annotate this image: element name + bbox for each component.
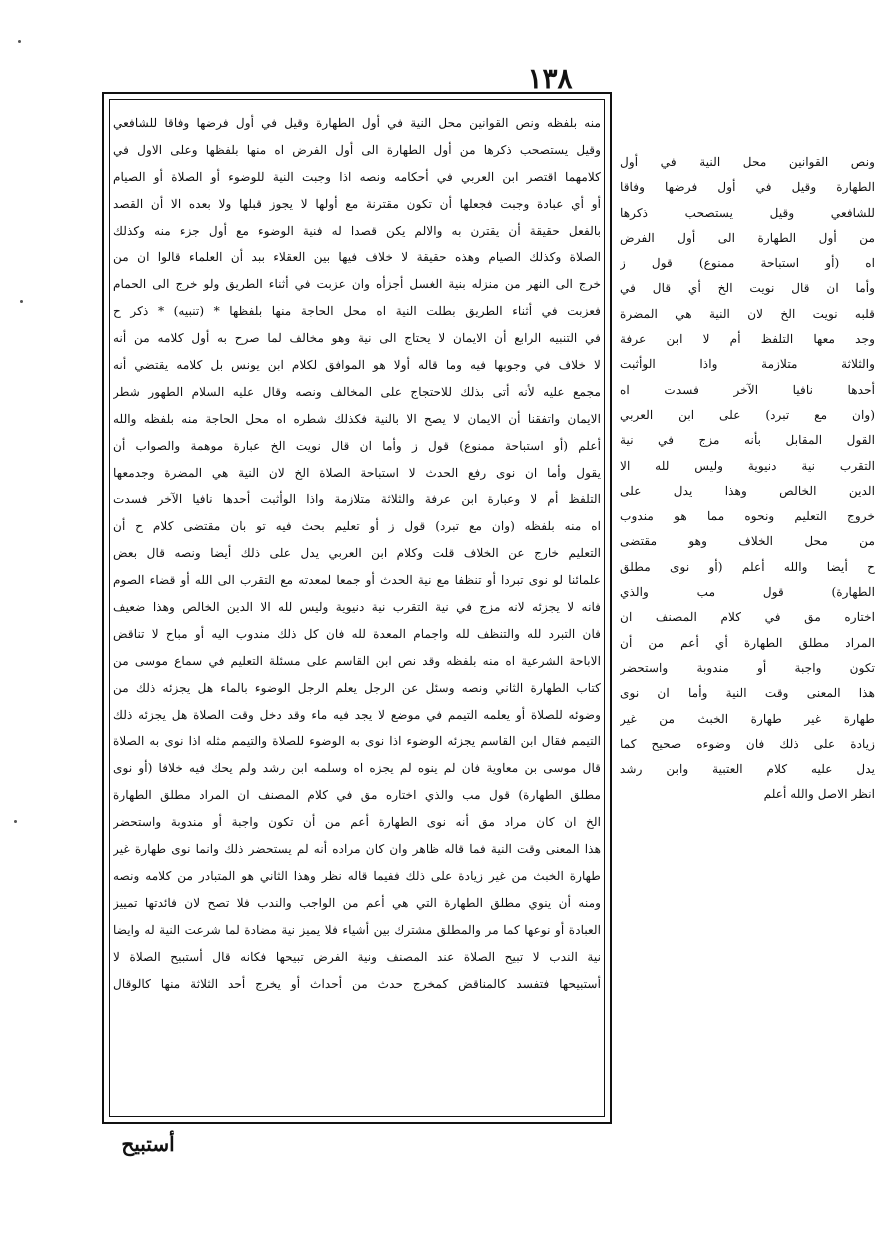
main-text-line: فعزبت في أثناء الطريق بطلت النية اه محل الحاجة منها بلفظها * (تنبيه) * ذكر ح bbox=[113, 304, 601, 319]
margin-gloss-line: اه (أو استباحة ممنوع) قول ز bbox=[620, 256, 875, 271]
margin-gloss-line: الدين الخالص وهذا يدل على bbox=[620, 483, 875, 498]
main-text-line: منه بلفظه ونص القوانين محل النية في أول الطهارة وقيل في أول فرضها وفاقا للشافعي bbox=[113, 116, 601, 130]
main-text-line: التعليم خارج عن الخلاف قلت وكلام ابن العربي يدل على ذلك أيضا ونصه قال بعض bbox=[113, 546, 601, 561]
main-text-line: العبادة أو نوعها كما مر والمطلق مشترك بين أشياء فلا يميز نية مضادة لما شرعت النية له وايضا bbox=[113, 922, 601, 937]
margin-gloss-line: خروج التعليم ونحوه مما هو مندوب bbox=[620, 509, 875, 524]
margin-gloss-line: للشافعي وقيل يستصحب ذكرها bbox=[620, 205, 875, 220]
main-text-line: أعلم (أو استباحة ممنوع) قول ز وأما ان قال نويت الخ عبارة موهمة والصواب أن bbox=[113, 438, 601, 453]
main-text-line: في التنبيه الرابع أن الايمان لا يحتاج الى نية وهو مخالف لما صرح به أول كلامه من أنه bbox=[113, 331, 601, 346]
margin-gloss-line: المراد مطلق الطهارة أي أعم من أن bbox=[620, 635, 875, 650]
margin-gloss-line: انظر الاصل والله أعلم bbox=[763, 787, 875, 802]
main-text-line: وقيل يستصحب ذكرها من أول الطهارة الى أول الفرض اه منها بلفظها وعلى الاول في bbox=[113, 142, 601, 157]
margin-gloss-line: تكون واجبة أو مندوبة واستحضر bbox=[620, 660, 875, 675]
main-text-line: فان التبرد لله والتنظف لله واجمام المعدة لله فان كل ذلك مندوب اليه أو مباح لا تناقض bbox=[113, 626, 601, 641]
margin-gloss-line: وجد معها التلفظ أم لا ابن عرفة bbox=[620, 332, 875, 347]
scan-speck bbox=[14, 820, 17, 823]
scan-speck bbox=[20, 300, 23, 303]
main-text-line: كتاب الطهارة الثاني ونصه وسئل عن الرجل يعلم الرجل الوضوء بالماء هل يجزئه ذلك من bbox=[113, 680, 601, 695]
margin-gloss-line: يدل عليه كلام العتبية وابن رشد bbox=[620, 762, 875, 777]
margin-gloss-line: الطهارة) قول مب والذي bbox=[620, 585, 875, 600]
main-text-line: أستبيحها فتفسد كالمناقض كمخرج حدث من أحداث أو يخرج أحد الثلاثة منها كالوقال bbox=[113, 976, 601, 991]
main-text-line: كلامهما اقتصر ابن العربي في أحكامه ونصه اذا وجبت النية للوضوء أو الصلاة أو الصيام bbox=[113, 169, 601, 184]
main-text-line: مطلق الطهارة) قول مب والذي اختاره مق في كلام المصنف ان المراد مطلق الطهارة bbox=[113, 788, 601, 803]
main-text-line: هذا المعنى وقت النية فما قاله ظاهر وان كان مراده أنه لم يستحضر ذلك وانما نوى طهارة غير bbox=[113, 842, 601, 857]
main-text-line: الخ ان كان مراد مق أنه نوى الطهارة أعم من أن تكون واجبة أو مندوبة واستحضر bbox=[113, 815, 601, 830]
margin-gloss-line: ونص القوانين محل النية في أول bbox=[620, 155, 875, 169]
main-text-line: الصلاة وكذلك الصيام وهذه حقيقة لا خلاف فيها بين العقلاء ببد أن العلماء قالوا ان من bbox=[113, 250, 601, 265]
main-commentary-text bbox=[113, 110, 601, 997]
margin-gloss-text bbox=[620, 150, 875, 808]
margin-gloss-line: التقرب نية دنيوية وليس لله الا bbox=[620, 458, 875, 473]
main-text-line: لا خلاف في وجوبها فيه وما قاله أولا هو الموافق لكلام ابن يونس بل كلامه يقتضي أنه bbox=[113, 358, 601, 373]
main-text-line: التيمم فقال ابن القاسم يجزئه الوضوء اذا نوى به الوضوء للصلاة والتيمم مثله اذا نوى به الصلاة bbox=[113, 734, 601, 749]
margin-gloss-line: القول المقابل بأنه مزج في نية bbox=[620, 433, 875, 448]
main-text-line: قال موسى بن معاوية فان لم ينوه لم يجزه اه وسلمه ابن رشد ولم يحك فيه خلافا (أو نوى bbox=[113, 761, 601, 776]
margin-gloss-line: قلبه نويت الخ لان النية هي المضرة bbox=[620, 306, 875, 321]
margin-gloss-line: (وان مع تبرد) على ابن العربي bbox=[620, 407, 875, 422]
main-text-line: وضوئه للصلاة أو يعلمه التيمم في موضع لا يجد فيه ماء وقد دخل وقت الصلاة هل يجزئه ذلك bbox=[113, 707, 601, 722]
margin-gloss-line: طهارة غير طهارة الخبث من غير bbox=[620, 711, 875, 726]
main-text-line: مجمع عليه لأنه أتى بذلك للاحتجاج على المخالف ونصه وقال عليه السلام الطهور شطر bbox=[113, 384, 601, 399]
main-text-line: التلفظ أم لا وعبارة ابن عرفة والثلاثة متلازمة واذا الوأثبت أحدها نافيا الآخر فسدت bbox=[113, 492, 601, 507]
catchword: أستبيح bbox=[121, 1132, 175, 1156]
main-text-line: طهارة الخبث من غير زيادة على ذلك ففيما قاله نظر وهذا الثاني هو المتبادر من كلامه ونصه bbox=[113, 868, 601, 883]
main-text-line: خرج الى النهر من منزله بنية الغسل أجزأه وان عزبت في أثناء الطريق ولو خرج الى الحمام bbox=[113, 277, 601, 292]
margin-gloss-line: من محل الخلاف وهو مقتضى bbox=[620, 534, 875, 549]
main-text-line: فانه لا يجزئه لانه مزج في نية التقرب نية دنيوية وليس لله الا الدين الخالص وهذا ضعيف bbox=[113, 600, 601, 615]
margin-gloss-line: وأما ان قال نويت الخ أي قال في bbox=[620, 281, 875, 296]
main-text-line: اه منه بلفظه (وان مع تبرد) قول ز أو تعليم بحث فيه تو بان مقتضى كلام ح أن bbox=[113, 519, 601, 534]
scan-speck bbox=[18, 40, 21, 43]
margin-gloss-line: من أول الطهارة الى أول الفرض bbox=[620, 230, 875, 245]
main-text-line: ومنه أن ينوي مطلق الطهارة التي هي أعم من الواجب والندب فلا تصح لان فائدتها تمييز bbox=[113, 895, 601, 910]
margin-gloss-line: هذا المعنى وقت النية وأما ان نوى bbox=[620, 686, 875, 701]
margin-gloss-line: زيادة على ذلك فان وضوءه صحيح كما bbox=[620, 736, 875, 751]
main-text-line: الايمان واتفقنا أن الايمان لا يصح الا بالنية فكذلك شطره اه محل الحاجة منه بلفظه والله bbox=[113, 411, 601, 426]
page-number: ١٣٨ bbox=[527, 62, 573, 95]
main-text-line: أو أي عبادة وجبت فجعلها أن تكون مقترنة مع أولها لا يجوز قبلها ولا بعده الا أن القصد bbox=[113, 196, 601, 211]
margin-gloss-line: والثلاثة متلازمة واذا الوأثبت bbox=[620, 357, 875, 372]
main-text-line: علمائنا لو نوى تبردا أو تنظفا مع نية الحدث أو جمعا لمعدته مع التقرب الى الله أو قضاء الصوم bbox=[113, 573, 601, 588]
margin-gloss-line: اختاره مق في كلام المصنف ان bbox=[620, 610, 875, 625]
margin-gloss-line: أحدها نافيا الآخر فسدت اه bbox=[620, 382, 875, 397]
main-text-line: الاباحة الشرعية اه منه بلفظه وقد نص ابن القاسم على مسئلة التعليم في سماع موسى من bbox=[113, 653, 601, 668]
margin-gloss-line: ح أيضا والله أعلم (أو نوى مطلق bbox=[620, 559, 875, 574]
main-text-line: نية الندب لا تبيح الصلاة عند المصنف ونية الفرض تبيحها فكانه قال أستبيح الصلاة لا bbox=[113, 949, 601, 964]
main-text-line: بالفعل حقيقة أن يقترن به والالم يكن قصدا له فنية الوضوء مع أول جزء منه وكذلك bbox=[113, 223, 601, 238]
main-text-line: يقول وأما ان نوى رفع الحدث لا استباحة الصلاة الخ لان النية هي المضرة وجدمعها bbox=[113, 465, 601, 480]
margin-gloss-line: الطهارة وقيل في أول فرضها وفاقا bbox=[620, 180, 875, 195]
